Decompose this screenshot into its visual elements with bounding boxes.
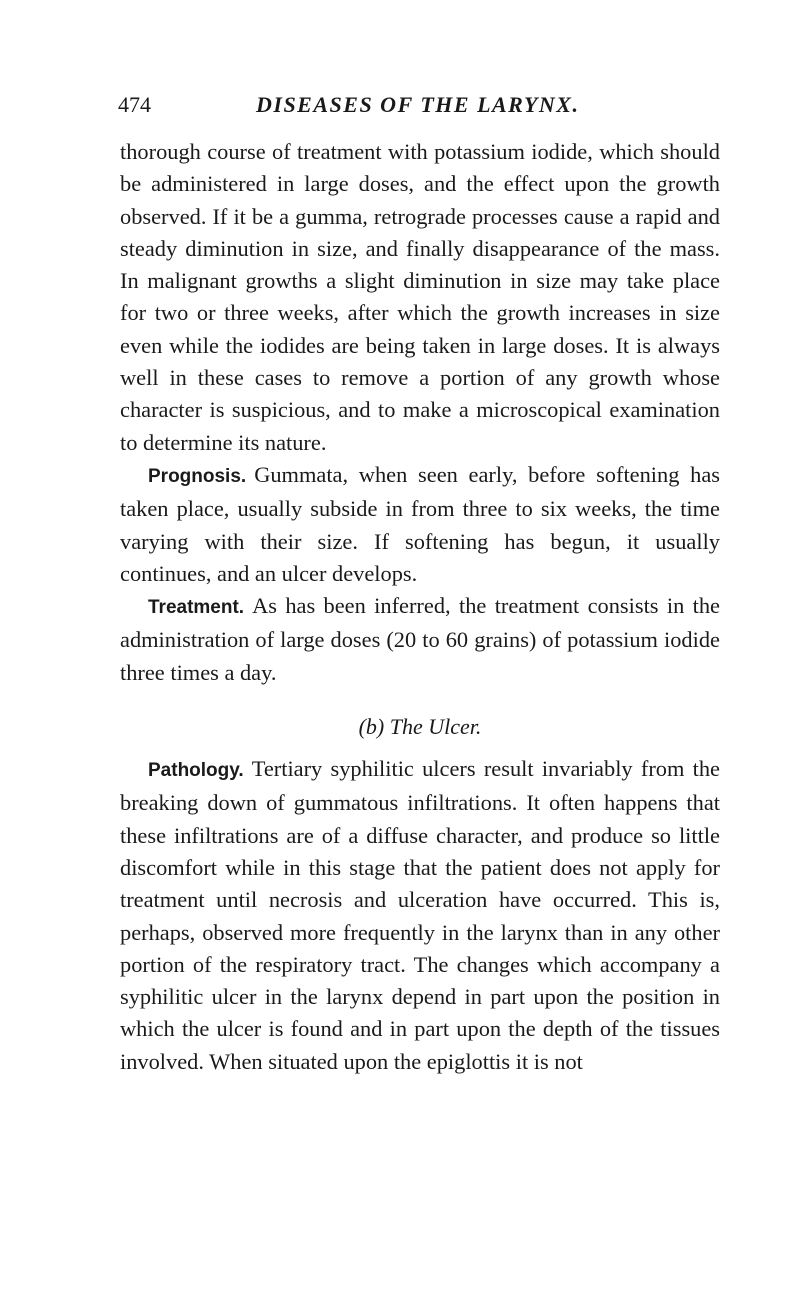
page-header <box>118 92 718 126</box>
pathology-text: Tertiary syphilitic ulcers result invariably from the breaking down of gummatous infiltrations. It often happens that these infiltrations are of a diffuse character, and produce so little discomfort while in this stage that the patient does not apply for treatment until necrosis and ulceration have occurred. This is, perhaps, observed more frequently in the larynx than in any other portion of the respiratory tract. The changes which accompany a syphilitic ulcer in the larynx depend in part upon the position in which the ulcer is found and in part upon the depth of the tissues involved. When situated upon the epiglottis it is not <box>120 756 720 1074</box>
running-title: DISEASES OF THE LARYNX. <box>256 92 580 117</box>
paragraph-prognosis <box>120 459 720 590</box>
pathology-heading: Pathology. <box>148 760 244 782</box>
page-body <box>120 136 720 1078</box>
page-number: 474 <box>118 92 151 117</box>
paragraph-pathology <box>120 753 720 1078</box>
paragraph-treatment <box>120 590 720 689</box>
prognosis-heading: Prognosis. <box>148 465 247 487</box>
paragraph-continued: thorough course of treatment with potassium iodide, which should be administered in large doses, and the effect upon the growth observed. If it be a gumma, retrograde processes cause a rapid and steady diminution in size, and finally disappearance of the mass. In malignant growths a slight diminution in size may take place for two or three weeks, after which the growth increases in size even while the iodides are being taken in large doses. It is always well in these cases to remove a portion of any growth whose character is suspicious, and to make a microscopical examination to determine its nature. <box>120 139 720 455</box>
prognosis-text: Gummata, when seen early, before softening has taken place, usually subside in from three to six weeks, the time varying with their size. If softening has begun, it usually continues, and an ulcer develops. <box>120 461 720 586</box>
section-title: (b) The Ulcer. <box>358 714 482 740</box>
treatment-heading: Treatment. <box>148 597 245 619</box>
treatment-text: As has been inferred, the treatment consists in the administration of large doses (20 to 60 grains) of potassium iodide three times a day. <box>120 593 720 685</box>
